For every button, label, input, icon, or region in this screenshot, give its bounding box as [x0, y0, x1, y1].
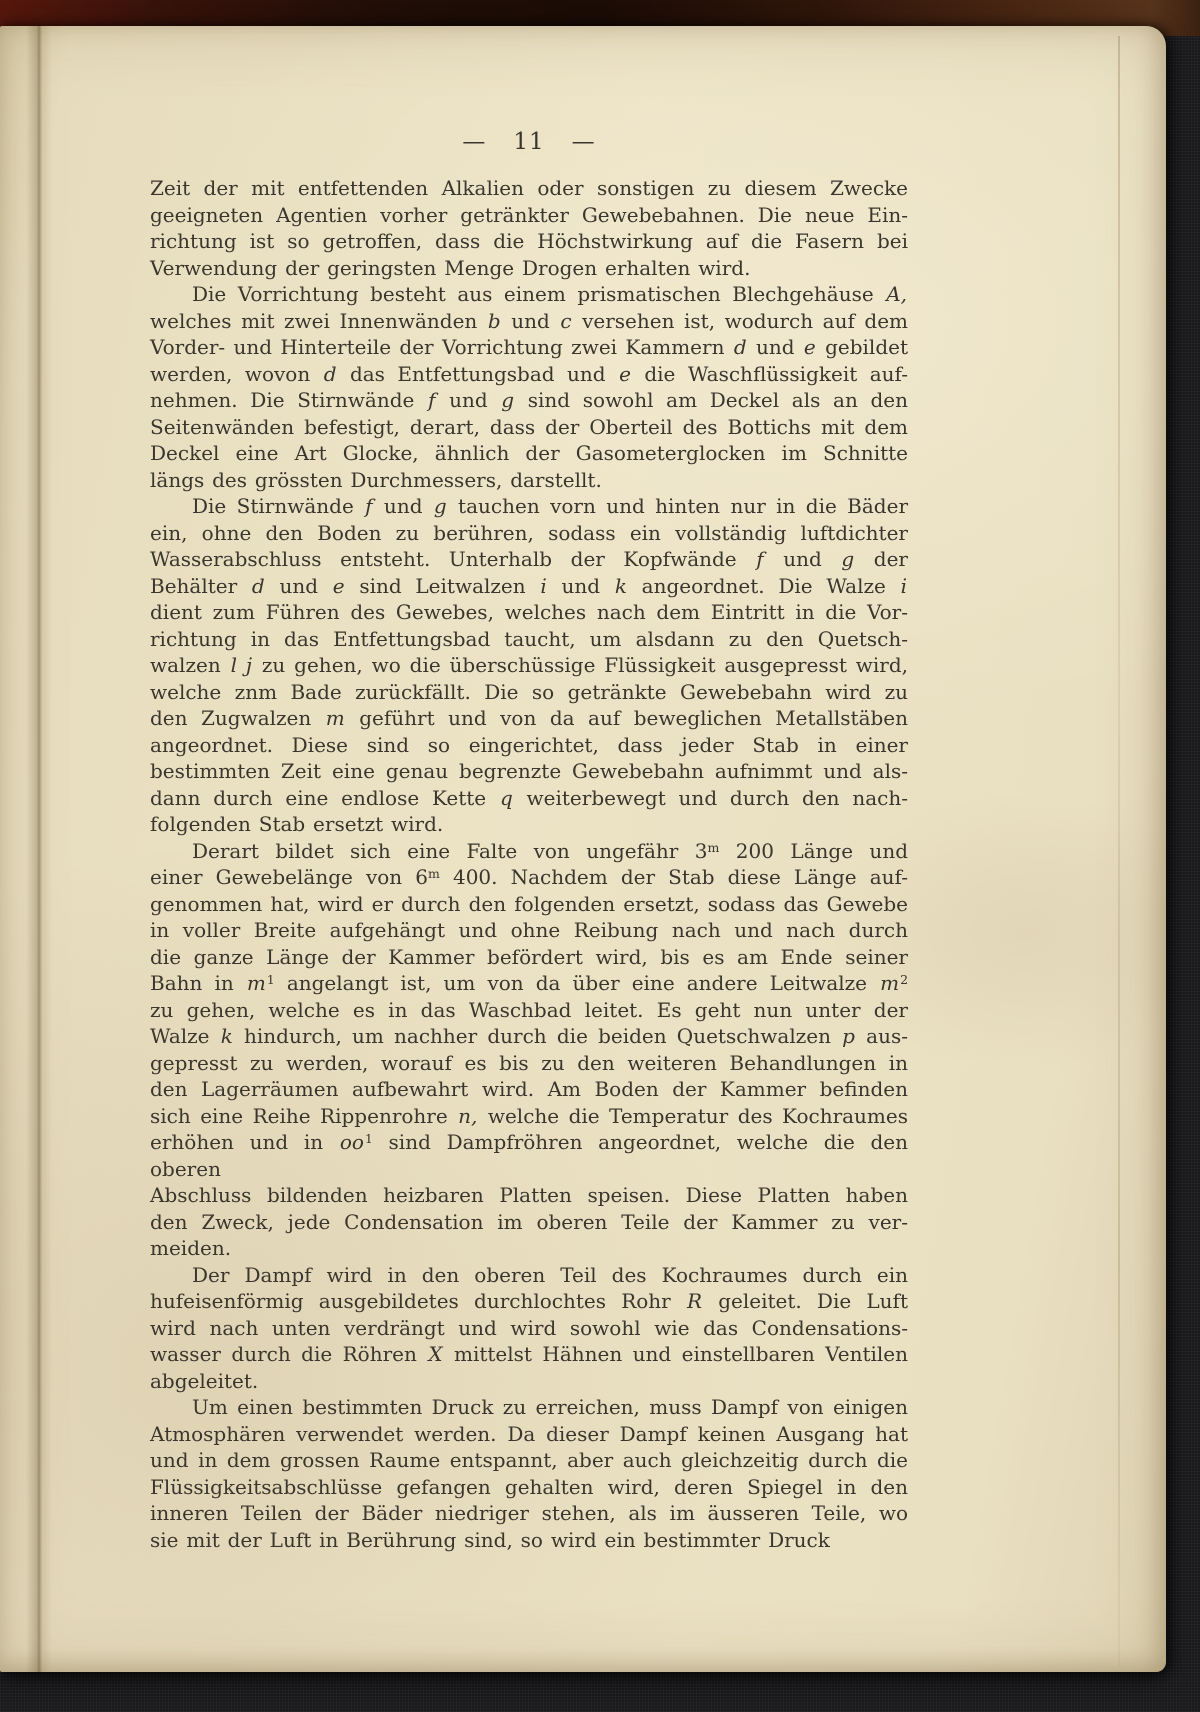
- text-line: Abschluss bildenden heizbaren Platten speisen. Diese Platten haben: [150, 1183, 908, 1207]
- text-line: gepresst zu werden, worauf es bis zu den weiteren Behandlungen in: [150, 1050, 908, 1075]
- text-line: Die Stirnwände f und g tauchen vorn und hinten nur in die Bäder: [192, 494, 909, 518]
- text-line: nehmen. Die Stirnwände f und g sind sowohl am Deckel als an den: [150, 388, 908, 412]
- text-line: Derart bildet sich eine Falte von ungefähr 3$^m$ 200 Länge und: [192, 838, 908, 863]
- text-line: Zeit der mit entfettenden Alkalien oder sonstigen zu diesem Zwecke: [150, 176, 908, 200]
- page-gutter-crease: [26, 26, 52, 1672]
- text-line: längs des grössten Durchmessers, darstellt.: [150, 467, 602, 492]
- text-line: die ganze Länge der Kammer befördert wird, bis es am Ende seiner: [150, 944, 908, 969]
- text-line: dann durch eine endlose Kette q weiterbewegt und durch den nach-: [150, 785, 908, 810]
- text-line: Wasserabschluss entsteht. Unterhalb der Kopfwände f und g der: [150, 547, 908, 571]
- text-line: Vorder- und Hinterteile der Vorrichtung zwei Kammern d und e gebildet: [150, 335, 908, 359]
- page-edge-line: [1118, 36, 1120, 1666]
- text-line: den Zugwalzen m geführt und von da auf beweglichen Metallstäben: [150, 706, 909, 730]
- text-line: in voller Breite aufgehängt und ohne Reibung nach und nach durch: [150, 918, 908, 942]
- text-line: Flüssigkeitsabschlüsse gefangen gehalten wird, deren Spiegel in den: [150, 1474, 908, 1499]
- text-line: sich eine Reihe Rippenrohre n, welche die Temperatur des Kochraumes: [150, 1103, 908, 1128]
- text-line: Atmosphären verwendet werden. Da dieser Dampf keinen Ausgang hat: [150, 1421, 908, 1446]
- text-line: richtung ist so getroffen, dass die Höchstwirkung auf die Fasern bei: [150, 229, 908, 253]
- text-line: wasser durch die Röhren X mittelst Hähnen und einstellbaren Ventilen: [150, 1342, 909, 1366]
- text-line: welche znm Bade zurückfällt. Die so getränkte Gewebebahn wird zu: [150, 679, 908, 704]
- text-line: einer Gewebelänge von 6$^m$ 400. Nachdem der Stab diese Länge auf-: [150, 865, 908, 889]
- text-line: bestimmten Zeit eine genau begrenzte Gewebebahn aufnimmt und als-: [150, 759, 908, 783]
- text-line: ein, ohne den Boden zu berühren, sodass ein vollständig luftdichter: [150, 520, 908, 545]
- text-line: sie mit der Luft in Berührung sind, so wird ein bestimmter Druck: [150, 1527, 830, 1552]
- text-line: werden, wovon d das Entfettungsbad und e die Waschflüssigkeit auf-: [150, 361, 908, 386]
- page-number: 11: [513, 129, 545, 155]
- text-line: den Zweck, jede Condensation im oberen Teile der Kammer zu ver-: [150, 1209, 908, 1234]
- text-line: Verwendung der geringsten Menge Drogen erhalten wird.: [150, 255, 751, 280]
- text-line: richtung in das Entfettungsbad taucht, um alsdann zu den Quetsch-: [150, 626, 908, 651]
- text-line: wird nach unten verdrängt und wird sowohl wie das Condensations-: [150, 1315, 908, 1340]
- text-line: welches mit zwei Innenwänden b und c versehen ist, wodurch auf dem: [150, 308, 909, 333]
- text-line: dient zum Führen des Gewebes, welches nach dem Eintritt in die Vor-: [150, 600, 908, 624]
- text-line: Der Dampf wird in den oberen Teil des Kochraumes durch ein: [192, 1262, 908, 1287]
- text-line: abgeleitet.: [150, 1368, 259, 1393]
- book-page: [0, 26, 1166, 1672]
- page-header: [150, 129, 908, 155]
- text-line: folgenden Stab ersetzt wird.: [150, 812, 444, 836]
- text-line: erhöhen und in $oo^1$ sind Dampfröhren angeordnet, welche die den oberen: [150, 1130, 908, 1181]
- text-line: walzen l j zu gehen, wo die überschüssige Flüssigkeit ausgepresst wird,: [150, 653, 908, 677]
- text-line: Walze k hindurch, um nachher durch die beiden Quetschwalzen p aus-: [150, 1024, 908, 1048]
- text-line: meiden.: [150, 1236, 232, 1260]
- text-line: Bahn in $m^1$ angelangt ist, um von da über eine andere Leitwalze $m^2$: [150, 971, 909, 995]
- text-line: und in dem grossen Raume entspannt, aber auch gleichzeitig durch die: [150, 1448, 908, 1472]
- header-dash-right: —: [571, 129, 596, 155]
- text-line: hufeisenförmig ausgebildetes durchlochtes Rohr R geleitet. Die Luft: [150, 1289, 908, 1313]
- text-line: angeordnet. Diese sind so eingerichtet, dass jeder Stab in einer: [150, 732, 908, 757]
- text-line: Die Vorrichtung besteht aus einem prismatischen Blechgehäuse A,: [192, 282, 907, 306]
- text-line: genommen hat, wird er durch den folgenden ersetzt, sodass das Gewebe: [150, 891, 908, 916]
- header-dash-left: —: [462, 129, 487, 155]
- text-line: Seitenwänden befestigt, derart, dass der Oberteil des Bottichs mit dem: [150, 414, 908, 439]
- text-line: Behälter d und e sind Leitwalzen i und k angeordnet. Die Walze i: [150, 573, 908, 598]
- text-line: Um einen bestimmten Druck zu erreichen, muss Dampf von einigen: [192, 1395, 908, 1419]
- text-line: inneren Teilen der Bäder niedriger stehen, als im äusseren Teile, wo: [150, 1501, 908, 1525]
- text-line: den Lagerräumen aufbewahrt wird. Am Boden der Kammer befinden: [150, 1077, 908, 1101]
- body-text: [150, 175, 908, 1553]
- text-line: Deckel eine Art Glocke, ähnlich der Gasometerglocken im Schnitte: [150, 441, 908, 465]
- text-line: geeigneten Agentien vorher getränkter Gewebebahnen. Die neue Ein-: [150, 202, 908, 227]
- text-line: zu gehen, welche es in das Waschbad leitet. Es geht nun unter der: [150, 997, 908, 1022]
